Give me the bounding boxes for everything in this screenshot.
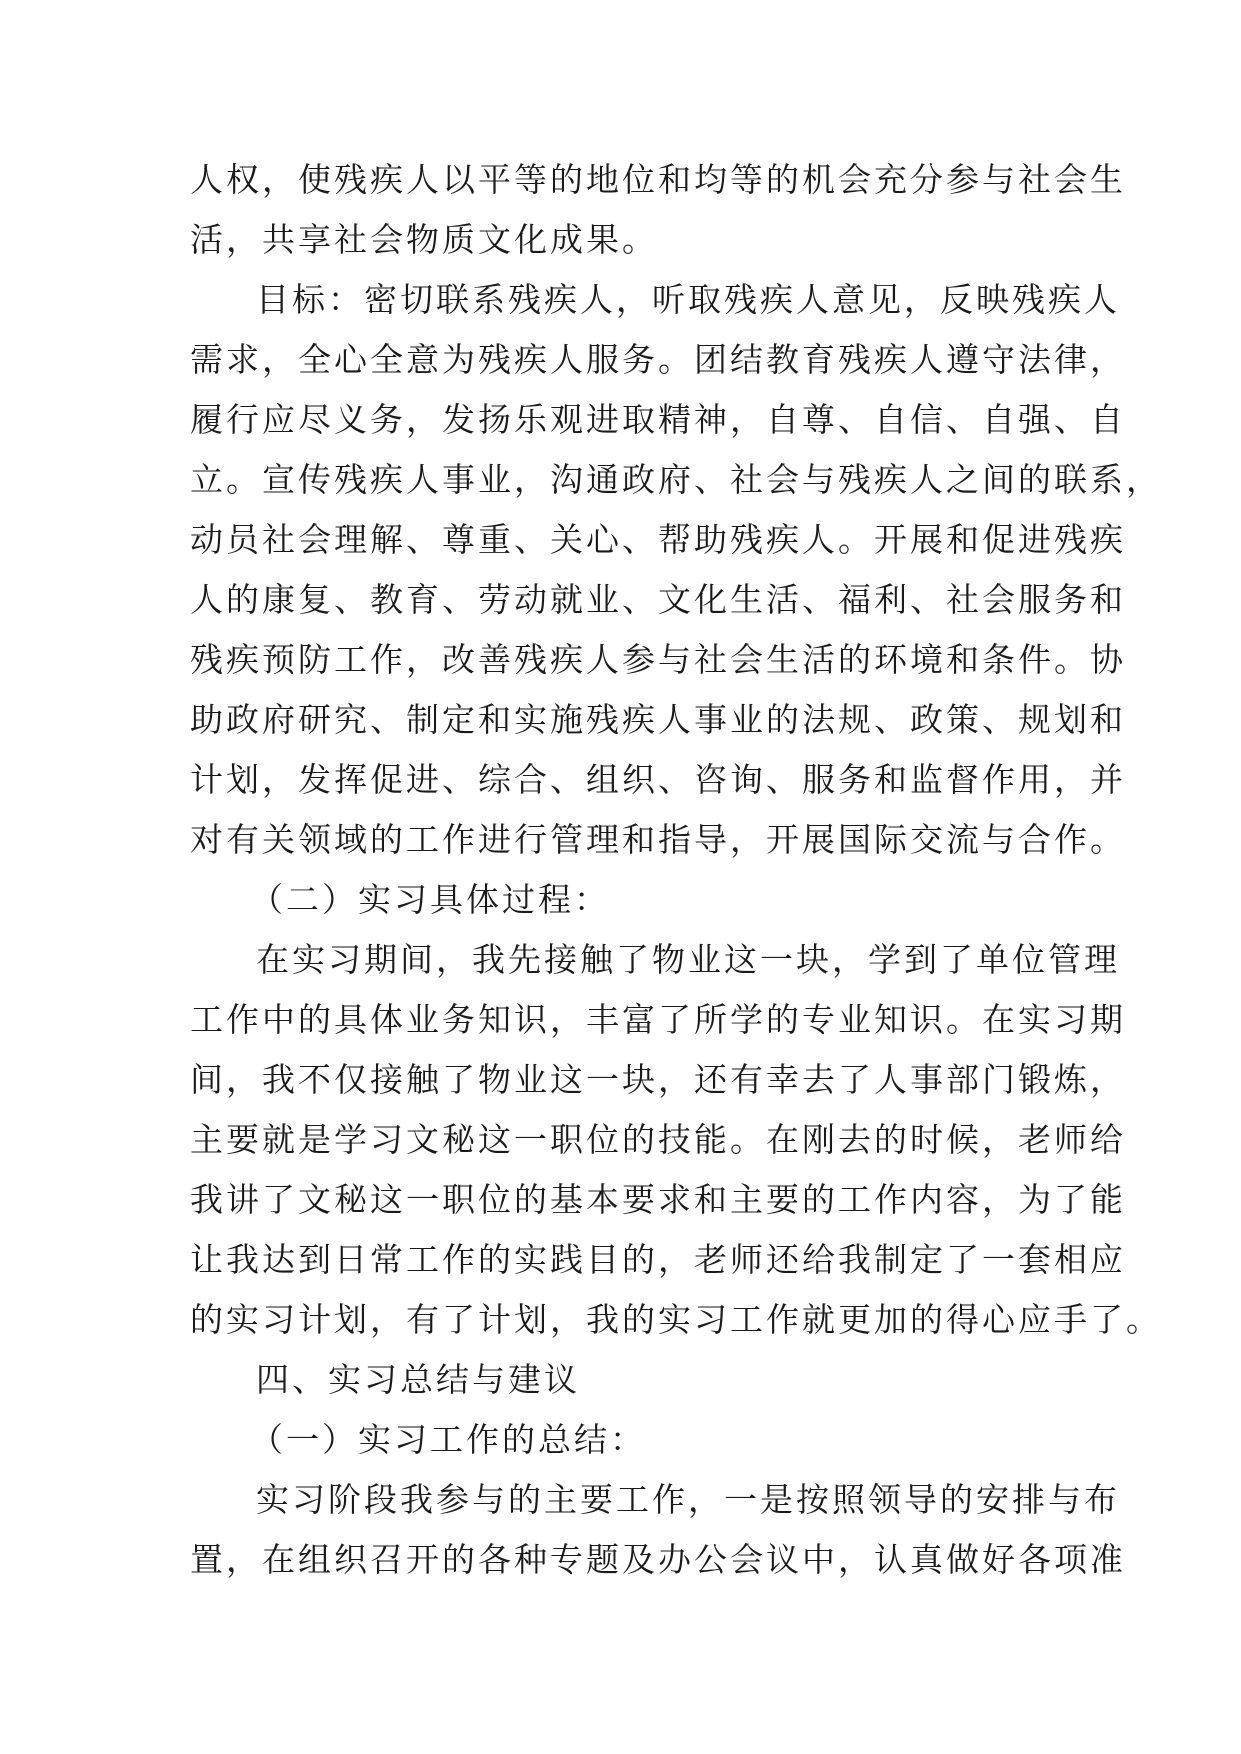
body-line: 人权，使残疾人以平等的地位和均等的机会充分参与社会生 — [190, 160, 1126, 199]
paragraph-start-line: 实习阶段我参与的主要工作，一是按照领导的安排与布 — [256, 1480, 1120, 1519]
chapter-heading: 四、实习总结与建议 — [256, 1360, 580, 1399]
body-line: 残疾预防工作，改善残疾人参与社会生活的环境和条件。协 — [190, 640, 1126, 679]
section-heading: （一）实习工作的总结： — [250, 1420, 646, 1459]
paragraph-start-line: 目标：密切联系残疾人，听取残疾人意见，反映残疾人 — [256, 280, 1120, 319]
body-line: 我讲了文秘这一职位的基本要求和主要的工作内容，为了能 — [190, 1180, 1126, 1219]
body-line: 动员社会理解、尊重、关心、帮助残疾人。开展和促进残疾 — [190, 520, 1126, 559]
body-line: 主要就是学习文秘这一职位的技能。在刚去的时候，老师给 — [190, 1120, 1126, 1159]
document-page — [190, 150, 1162, 1590]
body-line: 对有关领域的工作进行管理和指导，开展国际交流与合作。 — [190, 820, 1126, 859]
body-line: 计划，发挥促进、综合、组织、咨询、服务和监督作用，并 — [190, 760, 1126, 799]
body-line: 置，在组织召开的各种专题及办公会议中，认真做好各项准 — [190, 1540, 1126, 1579]
body-line: 间，我不仅接触了物业这一块，还有幸去了人事部门锻炼， — [190, 1060, 1126, 1099]
section-heading: （二）实习具体过程： — [250, 880, 610, 919]
body-line: 人的康复、教育、劳动就业、文化生活、福利、社会服务和 — [190, 580, 1126, 619]
body-line: 履行应尽义务，发扬乐观进取精神，自尊、自信、自强、自 — [190, 400, 1126, 439]
body-line: 的实习计划，有了计划，我的实习工作就更加的得心应手了。 — [190, 1300, 1162, 1339]
body-line: 需求，全心全意为残疾人服务。团结教育残疾人遵守法律， — [190, 340, 1126, 379]
body-line: 让我达到日常工作的实践目的，老师还给我制定了一套相应 — [190, 1240, 1126, 1279]
body-line: 活，共享社会物质文化成果。 — [190, 220, 658, 259]
body-line: 工作中的具体业务知识，丰富了所学的专业知识。在实习期 — [190, 1000, 1126, 1039]
body-line: 助政府研究、制定和实施残疾人事业的法规、政策、规划和 — [190, 700, 1126, 739]
body-line: 立。宣传残疾人事业，沟通政府、社会与残疾人之间的联系， — [190, 460, 1162, 499]
paragraph-start-line: 在实习期间，我先接触了物业这一块，学到了单位管理 — [256, 940, 1120, 979]
